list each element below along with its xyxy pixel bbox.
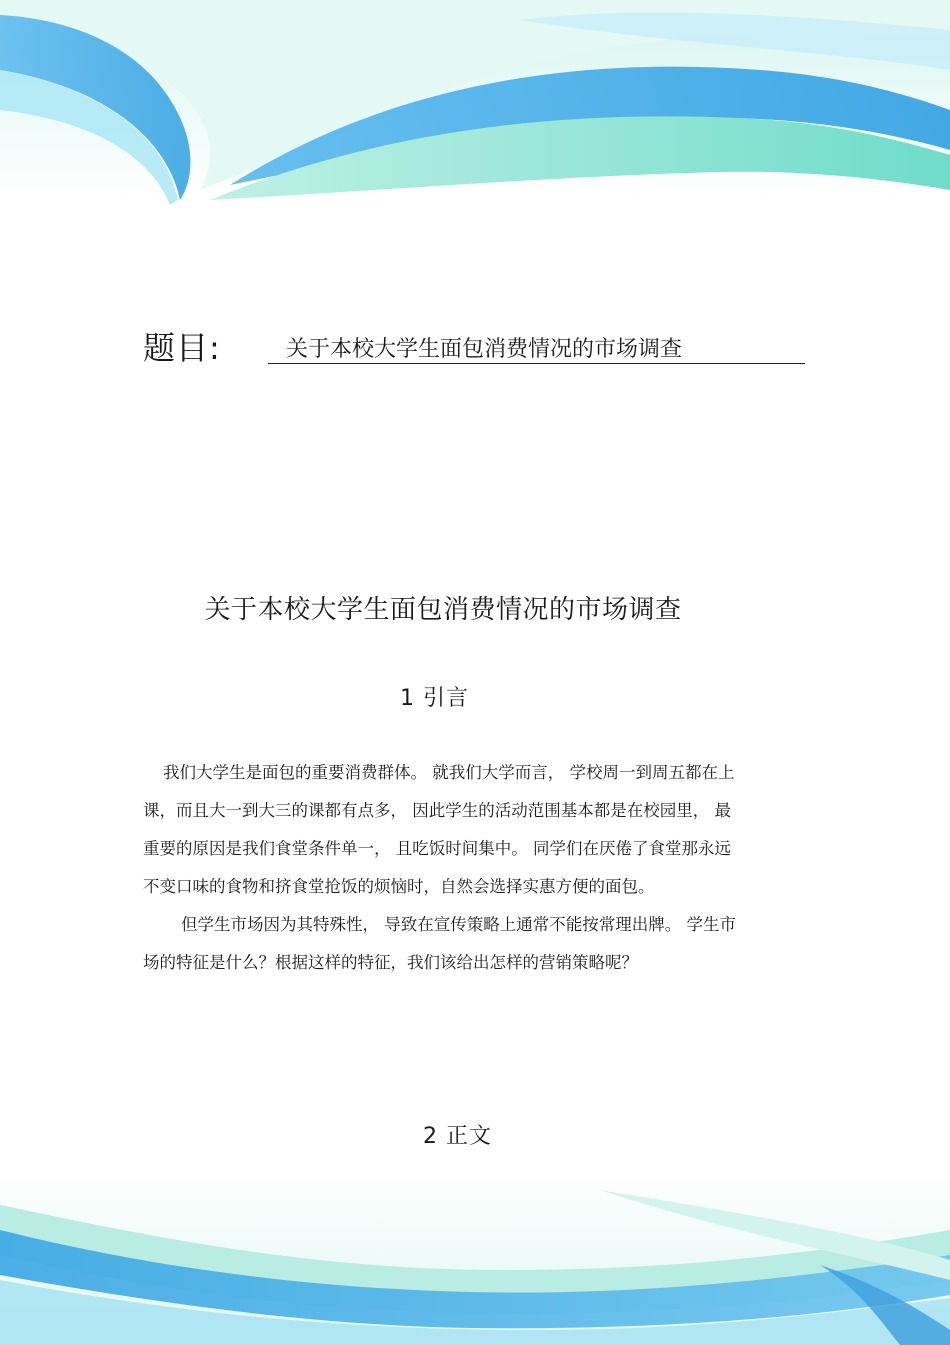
introduction-paragraphs <box>143 754 808 982</box>
text-line: 不变口味的食物和挤食堂抢饭的烦恼时，自然会选择实惠方便的面包。 <box>143 877 655 896</box>
section-heading-introduction: 1 引言 <box>400 686 469 711</box>
header-wave-decoration <box>0 0 950 220</box>
text-line: 课，而且大一到大三的课都有点多， 因此学生的活动范围基本都是在校园里， 最 <box>143 801 731 820</box>
section-heading-main-body: 2 正文 <box>423 1124 492 1149</box>
footer-wave-decoration <box>0 1170 950 1345</box>
text-line: 但学生市场因为其特殊性， 导致在宣传策略上通常不能按常理出牌。 学生市 <box>181 915 736 934</box>
cover-title-row <box>143 328 805 372</box>
document-title: 关于本校大学生面包消费情况的市场调查 <box>204 595 682 625</box>
cover-title-label: 题目: <box>143 329 221 367</box>
cover-title-value: 关于本校大学生面包消费情况的市场调查 <box>268 328 805 364</box>
text-line: 我们大学生是面包的重要消费群体。 就我们大学而言， 学校周一到周五都在上 <box>163 763 735 782</box>
text-line: 重要的原因是我们食堂条件单一， 且吃饭时间集中。 同学们在厌倦了食堂那永远 <box>143 839 731 858</box>
text-line: 场的特征是什么？根据这样的特征，我们该给出怎样的营销策略呢？ <box>143 953 638 972</box>
